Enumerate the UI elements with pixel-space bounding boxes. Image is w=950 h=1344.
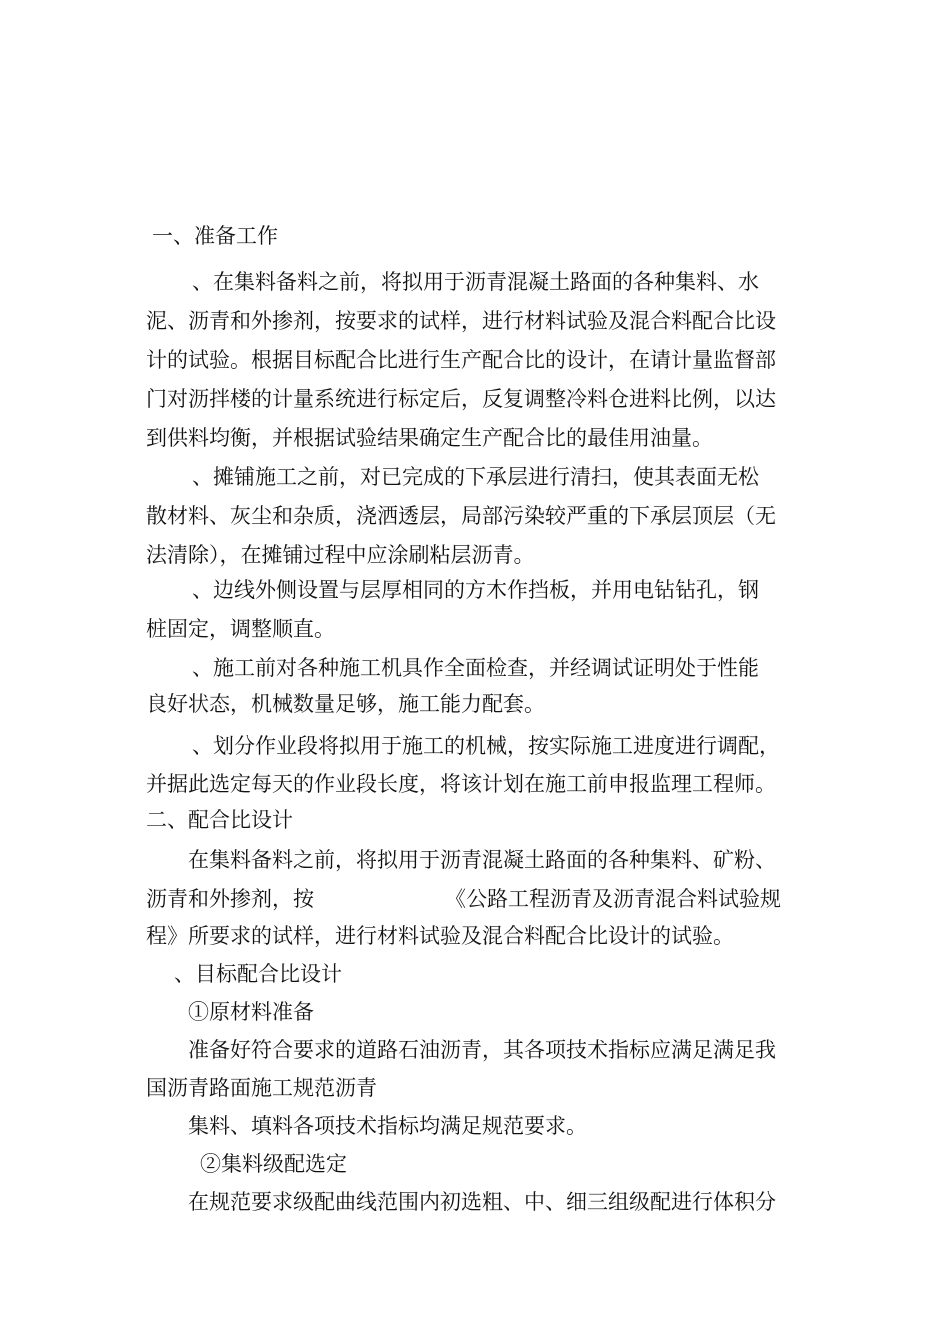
paragraph-line: 门对沥拌楼的计量系统进行标定后，反复调整冷料仓进料比例，以达 bbox=[146, 387, 776, 411]
paragraph-line: 、边线外侧设置与层厚相同的方木作挡板，并用电钻钻孔，钢 bbox=[192, 578, 759, 602]
section-heading-preparation: 一、准备工作 bbox=[152, 224, 278, 248]
paragraph-line-citation: 《公路工程沥青及沥青混合料试验规 bbox=[445, 887, 781, 911]
paragraph-line: 沥青和外掺剂，按 bbox=[146, 887, 314, 911]
paragraph-line: 集料、填料各项技术指标均满足规范要求。 bbox=[188, 1114, 587, 1138]
paragraph-line: 法清除），在摊铺过程中应涂刷粘层沥青。 bbox=[146, 543, 535, 567]
paragraph-line: 桩固定，调整顺直。 bbox=[146, 617, 335, 641]
paragraph-line: 良好状态，机械数量足够，施工能力配套。 bbox=[146, 692, 545, 716]
subheading-raw-materials: ①原材料准备 bbox=[188, 1000, 314, 1024]
paragraph-line: 、施工前对各种施工机具作全面检查，并经调试证明处于性能 bbox=[192, 656, 759, 680]
subheading-aggregate-gradation: ②集料级配选定 bbox=[200, 1152, 347, 1176]
paragraph-line: 散材料、灰尘和杂质，浇洒透层，局部污染较严重的下承层顶层（无 bbox=[146, 504, 776, 528]
paragraph-line: 准备好符合要求的道路石油沥青，其各项技术指标应满足满足我 bbox=[188, 1038, 776, 1062]
paragraph-line: 并据此选定每天的作业段长度，将该计划在施工前申报监理工程师。 bbox=[146, 772, 776, 796]
paragraph-line: 、在集料备料之前，将拟用于沥青混凝土路面的各种集料、水 bbox=[192, 270, 759, 294]
paragraph-line: 、摊铺施工之前，对已完成的下承层进行清扫，使其表面无松 bbox=[192, 465, 759, 489]
paragraph-line: 程》所要求的试样，进行材料试验及混合料配合比设计的试验。 bbox=[146, 924, 734, 948]
paragraph-line: 国沥青路面施工规范沥青 bbox=[146, 1076, 377, 1100]
paragraph-line: 泥、沥青和外掺剂，按要求的试样，进行材料试验及混合料配合比设 bbox=[146, 309, 776, 333]
paragraph-line: 计的试验。根据目标配合比进行生产配合比的设计，在请计量监督部 bbox=[146, 348, 776, 372]
section-heading-mix-design: 二、配合比设计 bbox=[146, 808, 293, 832]
subheading-target-mix: 、目标配合比设计 bbox=[174, 962, 342, 986]
paragraph-line: 、划分作业段将拟用于施工的机械，按实际施工进度进行调配， bbox=[192, 734, 780, 758]
paragraph-line: 在规范要求级配曲线范围内初选粗、中、细三组级配进行体积分 bbox=[188, 1190, 776, 1214]
paragraph-line: 到供料均衡，并根据试验结果确定生产配合比的最佳用油量。 bbox=[146, 426, 713, 450]
paragraph-line: 在集料备料之前，将拟用于沥青混凝土路面的各种集料、矿粉、 bbox=[188, 848, 776, 872]
